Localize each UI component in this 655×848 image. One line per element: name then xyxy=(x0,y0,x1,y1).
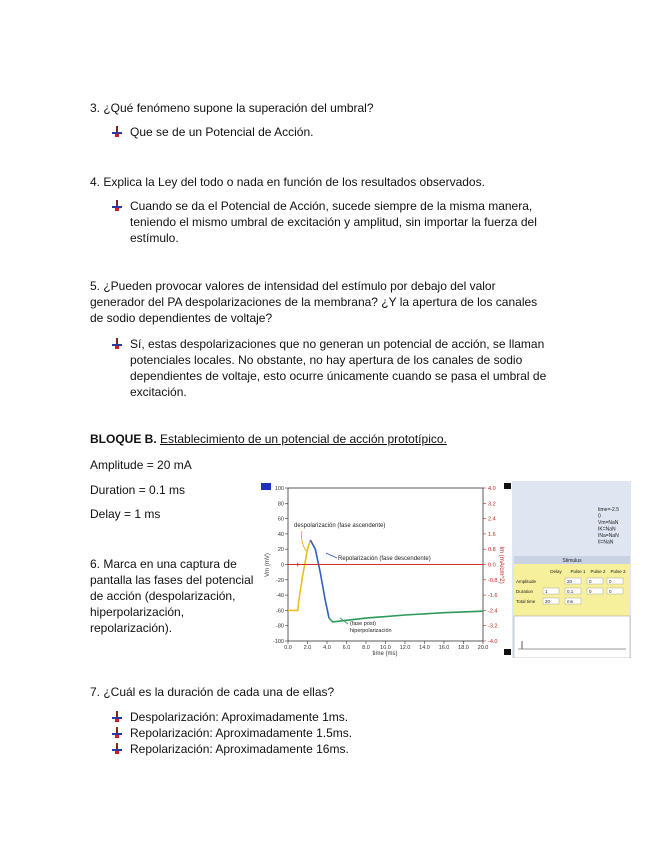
x-tick-label: 12.0 xyxy=(399,645,411,651)
y2-tick-label: 0.8 xyxy=(488,547,496,554)
stimulus-row-label: Total time xyxy=(516,599,536,604)
annotation-depolarization: despolarización (fase ascendente) xyxy=(294,523,386,529)
param-amplitude: Amplitude = 20 mA xyxy=(90,458,192,472)
y-axis-label: Vm (mV) xyxy=(265,553,271,577)
question-7: 7. ¿Cuál es la duración de cada una de ellas? xyxy=(90,685,335,699)
answer-5-1: Sí, estas despolarizaciones que no generan un potencial de acción, se llaman potenciales locales. No obstante, no hay apertura de los canales de sodio dependientes de voltaje, esto ocurre únicamente cuando se pasa el umbral de excitación. xyxy=(112,336,564,400)
readout-line: 0 xyxy=(598,513,601,520)
stimulus-value: 20 xyxy=(567,579,573,584)
annotation-hiper-1: (fase post) xyxy=(350,621,376,627)
y2-tick-label: -2.4 xyxy=(488,608,498,615)
y2-tick-label: 2.4 xyxy=(488,516,496,523)
action-potential-figure xyxy=(260,481,631,658)
y2-axis-label: Im (mA/cm^2) xyxy=(498,546,504,584)
answer-7-1: Despolarización: Aproximadamente 1ms. xyxy=(112,709,572,725)
stimulus-column-header: Pulse 1 xyxy=(570,569,586,574)
question-5: 5. ¿Pueden provocar valores de intensidad del estímulo por debajo del valor generador del PA despolarizaciones de la membrana? ¿Y la apertura de los canales de sodio dependientes de voltaje? xyxy=(90,279,538,325)
x-tick-label: 8.0 xyxy=(362,645,370,651)
question-3: 3. ¿Qué fenómeno supone la superación del umbral? xyxy=(90,101,374,115)
block-b-heading xyxy=(90,432,447,446)
y2-tick-label: 3.2 xyxy=(488,501,496,508)
y-tick-label: 0 xyxy=(280,562,284,569)
arrow-bullet-icon xyxy=(112,338,122,349)
corner-marker-icon xyxy=(261,483,271,490)
answer-3-1: Que se de un Potencial de Acción. xyxy=(112,124,572,140)
x-tick-label: 14.0 xyxy=(419,645,430,651)
stimulus-value: ms xyxy=(567,599,573,604)
y-tick-label: -80 xyxy=(276,623,284,630)
y2-tick-label: 1.6 xyxy=(488,531,496,538)
answer-7-2: Repolarización: Aproximadamente 1.5ms. xyxy=(112,725,572,741)
arrow-bullet-icon xyxy=(112,711,122,722)
readout-line: INa=NaN xyxy=(598,533,619,539)
y-tick-label: 60 xyxy=(277,516,284,523)
y-tick-label: 40 xyxy=(277,531,284,538)
arrow-bullet-icon xyxy=(112,743,122,754)
x-axis-label: time (ms) xyxy=(372,651,398,657)
mini-plot xyxy=(514,616,630,658)
y-tick-label: 20 xyxy=(277,547,284,554)
y-tick-label: -60 xyxy=(276,608,284,615)
y-tick-label: -20 xyxy=(276,577,284,584)
y-tick-label: 100 xyxy=(274,486,284,492)
param-delay: Delay = 1 ms xyxy=(90,507,161,521)
question-6: 6. Marca en una captura de pantalla las fases del potencial de acción (despolarización, hiperpolarización, repolarización). xyxy=(90,557,254,635)
y-tick-label: -100 xyxy=(272,639,284,645)
stimulus-row-label: Amplitude xyxy=(516,579,537,584)
y2-tick-label: 0.0 xyxy=(488,562,496,569)
x-tick-label: 20.0 xyxy=(477,645,489,651)
arrow-bullet-icon xyxy=(112,727,122,738)
readout-line: IK=NaN xyxy=(598,526,616,533)
stimulus-value: 0 xyxy=(589,579,592,584)
stimulus-value: 0.1 xyxy=(567,589,574,594)
y-tick-label: 80 xyxy=(277,501,284,508)
x-tick-label: 4.0 xyxy=(323,645,331,651)
y-tick-label: -40 xyxy=(276,593,284,600)
stimulus-value: 20 xyxy=(545,599,551,604)
arrow-bullet-icon xyxy=(112,126,122,137)
y2-tick-label: -1.6 xyxy=(488,593,498,600)
stimulus-column-header: Pulse 2 xyxy=(590,569,606,574)
action-potential-chart xyxy=(260,481,631,658)
readout-line: Vm=NaN xyxy=(598,520,619,526)
x-tick-label: 18.0 xyxy=(458,645,469,651)
stimulus-column-header: Delay xyxy=(550,569,562,574)
question-4: 4. Explica la Ley del todo o nada en función de los resultados observados. xyxy=(90,175,485,189)
answer-7-3: Repolarización: Aproximadamente 16ms. xyxy=(112,741,572,757)
answer-4-1: Cuando se da el Potencial de Acción, sucede siempre de la misma manera, teniendo el mismo umbral de excitación y amplitud, sin importar la fuerza del estímulo. xyxy=(112,198,564,246)
stimulus-value: 1 xyxy=(545,589,548,594)
stimulus-title: Stimulus xyxy=(562,558,582,564)
block-b-title: Establecimiento de un potencial de acción prototípico. xyxy=(160,432,447,446)
x-tick-label: 10.0 xyxy=(380,645,391,651)
stimulus-value: 0 xyxy=(609,579,612,584)
y2-tick-label: -3.2 xyxy=(488,623,498,630)
annotation-repolarization: Repolarización (fase descendente) xyxy=(338,556,431,562)
x-tick-label: 6.0 xyxy=(342,645,351,651)
stimulus-column-header: Pulse 3 xyxy=(610,569,626,574)
y2-tick-label: 4.0 xyxy=(488,486,496,492)
x-tick-label: 16.0 xyxy=(438,645,450,651)
stimulus-value: 0 xyxy=(589,589,592,594)
arrow-bullet-icon xyxy=(112,200,122,211)
y2-tick-label: -4.0 xyxy=(488,639,498,645)
bottom-marker-icon xyxy=(504,649,511,655)
x-tick-label: 0.0 xyxy=(284,645,292,651)
stimulus-value: 0 xyxy=(609,589,612,594)
x-tick-label: 2.0 xyxy=(303,645,312,651)
readout-line: time=-2.5 xyxy=(598,507,619,513)
annotation-hiper-2: hiperpolarización xyxy=(350,628,392,634)
param-duration: Duration = 0.1 ms xyxy=(90,483,186,497)
readout-line: Il=NaN xyxy=(598,539,614,546)
top-marker-icon xyxy=(504,483,511,489)
block-b-label: BLOQUE B. xyxy=(90,432,157,446)
y2-tick-label: -0.8 xyxy=(488,577,498,584)
stimulus-row-label: Duration xyxy=(516,589,534,594)
